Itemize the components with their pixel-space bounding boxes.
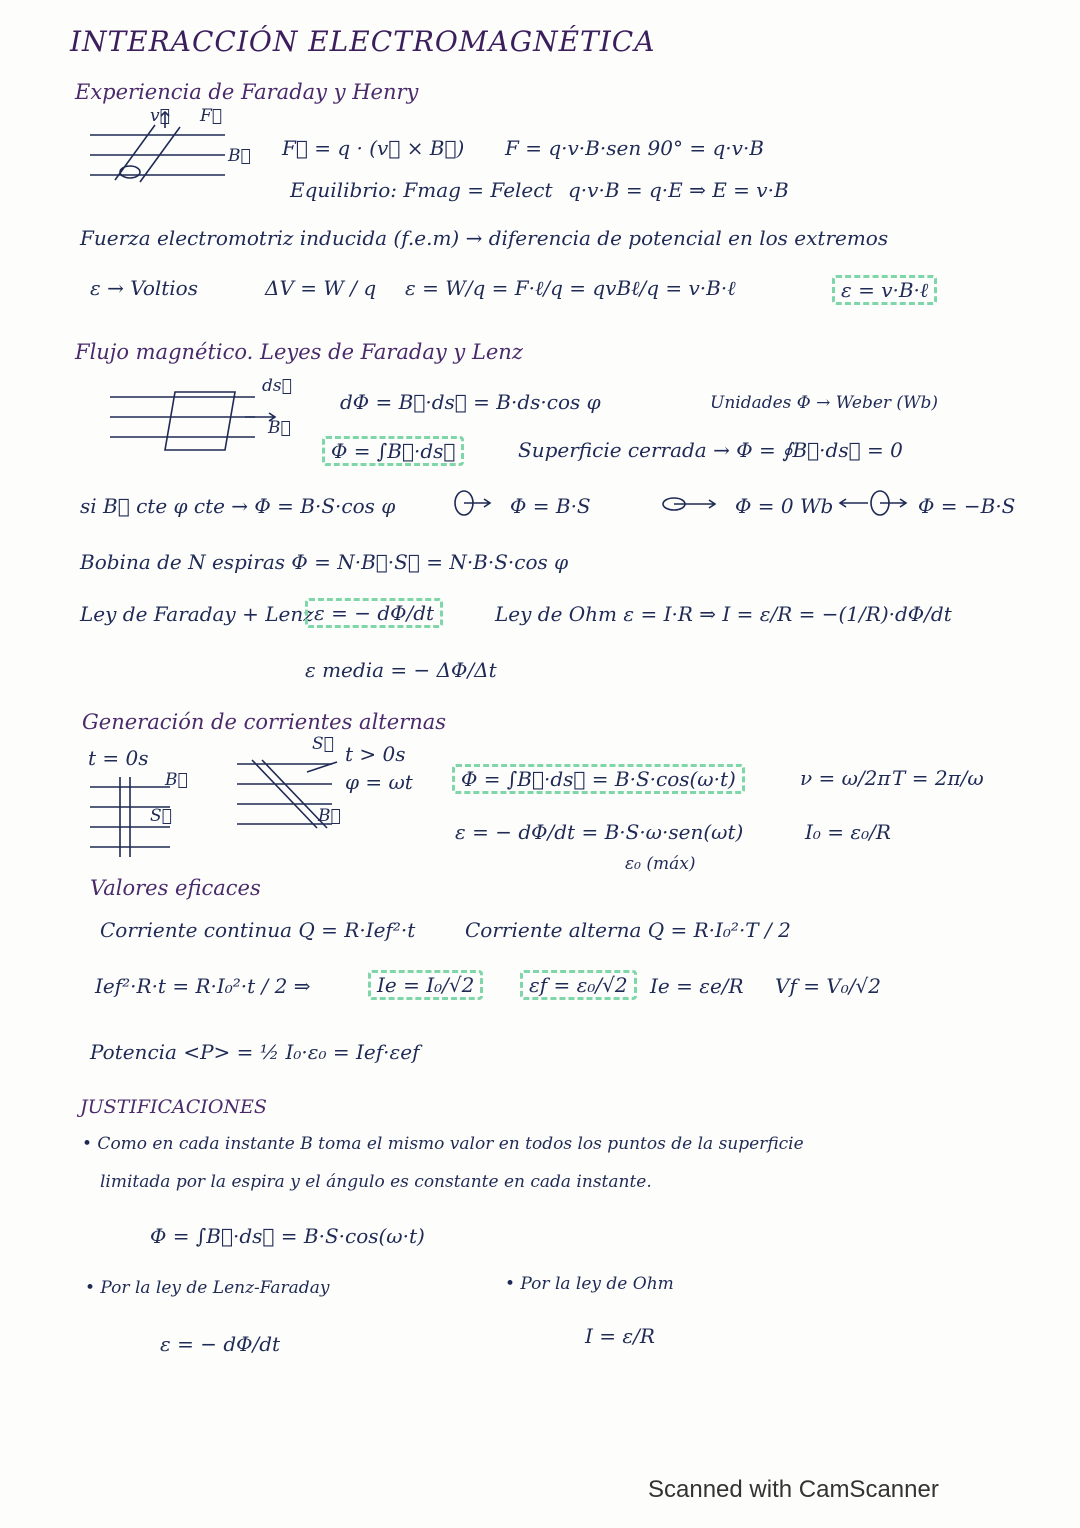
- label-ds: ds⃗: [262, 376, 292, 396]
- equation-rms-fem: εf = ε₀/√2: [520, 970, 637, 1000]
- equation-fem-derivation: ε = W/q = F·ℓ/q = qvBℓ/q = v·B·ℓ: [405, 276, 736, 300]
- equation-electric-field: q·v·B = q·E ⇒ E = v·B: [568, 178, 789, 202]
- equation-period: T = 2π/ω: [892, 766, 984, 790]
- equation-max-current: I₀ = ε₀/R: [805, 820, 891, 844]
- label-t-zero: t = 0s: [88, 746, 149, 770]
- equation-justification-flux: Φ = ∫B⃗·ds⃗ = B·S·cos(ω·t): [150, 1224, 425, 1248]
- equation-flux-integral: Φ = ∫B⃗·ds⃗: [322, 436, 464, 466]
- equation-ac-flux: Φ = ∫B⃗·ds⃗ = B·S·cos(ω·t): [452, 764, 745, 794]
- section-magnetic-flux: Flujo magnético. Leyes de Faraday y Lenz: [75, 340, 523, 364]
- equation-closed-surface: Superficie cerrada → Φ = ∮B⃗·ds⃗ = 0: [518, 438, 903, 462]
- label-B-rotating: B⃗: [318, 806, 341, 826]
- equation-coil-flux: Bobina de N espiras Φ = N·B⃗·S⃗ = N·B·S·cos φ: [80, 550, 569, 574]
- equation-fem-result: ε = v·B·ℓ: [832, 275, 937, 305]
- label-S-rotating: S⃗: [312, 734, 334, 754]
- equation-flux-zero: Φ = 0 Wb: [735, 494, 834, 518]
- text-fem-definition: Fuerza electromotriz inducida (f.e.m) → diferencia de potencial en los extremos: [80, 226, 889, 250]
- equation-rms-current: Ie = I₀/√2: [368, 970, 483, 1000]
- text-justification-1: • Como en cada instante B toma el mismo valor en todos los puntos de la superficie: [82, 1134, 804, 1154]
- section-faraday-henry: Experiencia de Faraday y Henry: [75, 80, 419, 104]
- equation-rms-voltage: Vf = V₀/√2: [775, 974, 881, 998]
- equation-ac-heat: Corriente alterna Q = R·I₀²·T / 2: [465, 918, 791, 942]
- equation-flux-differential: dΦ = B⃗·ds⃗ = B·ds·cos φ: [340, 390, 601, 414]
- equation-frequency: ν = ω/2π: [800, 766, 891, 790]
- label-v: v⃗: [150, 106, 170, 126]
- figure-perpendicular-surface: [660, 486, 720, 520]
- equation-heat-equality: Ief²·R·t = R·I₀²·t / 2 ⇒: [95, 974, 311, 998]
- label-B: B⃗: [228, 146, 251, 166]
- section-rms-values: Valores eficaces: [90, 876, 261, 900]
- text-faraday-lenz: Ley de Faraday + Lenz: [80, 602, 314, 626]
- equation-faraday-lenz: ε = − dΦ/dt: [305, 598, 443, 628]
- equation-justification-current: I = ε/R: [585, 1324, 655, 1348]
- text-lenz-faraday: • Por la ley de Lenz-Faraday: [85, 1278, 330, 1298]
- equation-flux-negative: Φ = −B·S: [918, 494, 1016, 518]
- figure-parallel-surface: [452, 488, 492, 518]
- text-justification-2: limitada por la espira y el ángulo es constante en cada instante.: [100, 1172, 652, 1192]
- scanner-watermark: Scanned with CamScanner: [648, 1476, 939, 1503]
- label-angle: φ = ωt: [345, 770, 413, 794]
- section-alternating-current: Generación de corrientes alternas: [82, 710, 447, 734]
- equation-constant-field: si B⃗ cte φ cte → Φ = B·S·cos φ: [80, 494, 396, 518]
- figure-antiparallel-surface: [838, 488, 908, 518]
- label-fem-max: ε₀ (máx): [625, 854, 696, 874]
- label-F: F⃗: [200, 106, 222, 126]
- label-S-t0: S⃗: [150, 806, 172, 826]
- text-ohm-justification: • Por la ley de Ohm: [505, 1274, 674, 1294]
- equation-ohm-law: Ley de Ohm ε = I·R ⇒ I = ε/R = −(1/R)·dΦ/dt: [495, 602, 952, 626]
- equation-mean-power: Potencia <P> = ½ I₀·ε₀ = Ief·εef: [90, 1040, 420, 1064]
- equation-potential-difference: ΔV = W / q: [265, 276, 377, 300]
- equation-dc-heat: Corriente continua Q = R·Ief²·t: [100, 918, 416, 942]
- text-fem-units: ε → Voltios: [90, 276, 198, 300]
- equation-force-magnitude: F = q·v·B·sen 90° = q·v·B: [505, 136, 764, 160]
- equation-flux-max: Φ = B·S: [510, 494, 591, 518]
- text-flux-units: Unidades Φ → Weber (Wb): [710, 393, 939, 413]
- equation-equilibrium: Equilibrio: Fmag = Felect: [290, 178, 553, 202]
- equation-justification-fem: ε = − dΦ/dt: [160, 1332, 281, 1356]
- equation-rms-ohm: Ie = εe/R: [650, 974, 744, 998]
- label-B-t0: B⃗: [165, 770, 188, 790]
- equation-mean-fem: ε media = − ΔΦ/Δt: [305, 658, 497, 682]
- section-justifications: JUSTIFICACIONES: [80, 1096, 267, 1118]
- label-t-positive: t > 0s: [345, 742, 406, 766]
- figure-flux-surface: [105, 382, 280, 457]
- equation-ac-fem: ε = − dΦ/dt = B·S·ω·sen(ωt): [455, 820, 744, 844]
- equation-lorentz: F⃗ = q · (v⃗ × B⃗): [282, 136, 465, 160]
- page-title: INTERACCIÓN ELECTROMAGNÉTICA: [70, 25, 656, 58]
- label-B-flux: B⃗: [268, 418, 291, 438]
